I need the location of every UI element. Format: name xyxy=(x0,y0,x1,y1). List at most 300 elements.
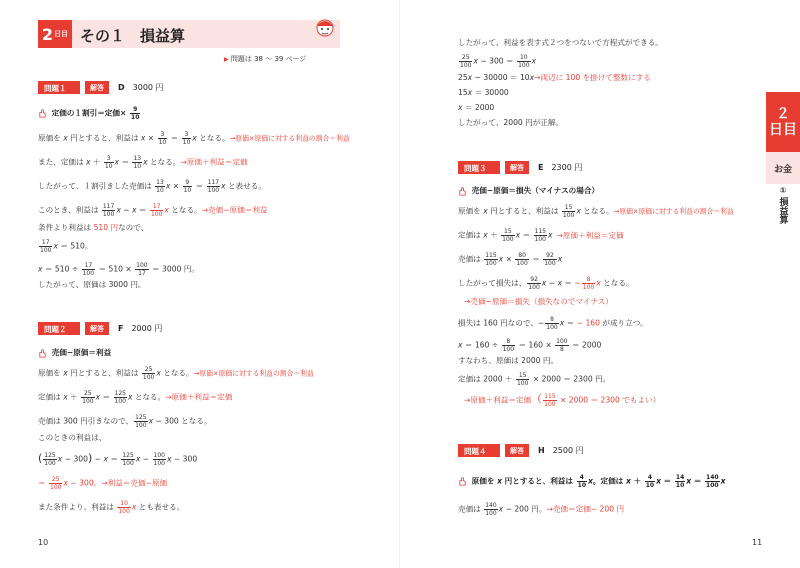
text: が成り立つ。 xyxy=(599,318,648,328)
numerator: 115 xyxy=(544,393,556,400)
reference-note xyxy=(224,54,306,64)
fraction xyxy=(502,338,515,353)
q3-line8: すなわち、原価は 2000 円。 xyxy=(458,356,559,365)
var: x xyxy=(148,416,154,426)
cont-line5 xyxy=(458,102,494,114)
text: × 2000 ＝ 2300 でもよい） xyxy=(557,395,661,405)
text: − 200 円。 xyxy=(503,504,547,514)
side-subsection[interactable] xyxy=(766,186,800,246)
fraction xyxy=(121,452,134,467)
text: 円とすると、利益は xyxy=(67,133,141,143)
text: 原価を xyxy=(458,206,484,216)
text: とも表せる。 xyxy=(136,502,185,512)
text: 15 xyxy=(458,88,468,97)
q1-line2 xyxy=(38,155,248,170)
q3-answer-value: 2300 円 xyxy=(551,162,583,172)
text: となる。 xyxy=(580,206,614,216)
var: x xyxy=(140,133,146,143)
text: となる。 xyxy=(147,157,181,167)
numerator: 3 xyxy=(104,155,114,163)
q3-line6 xyxy=(458,316,648,331)
text: ＋ xyxy=(630,476,644,486)
q2-answer-value: 2000 円 xyxy=(131,323,163,333)
text: − 300 xyxy=(62,454,88,464)
denominator: 100 xyxy=(118,508,130,515)
var: x xyxy=(531,56,537,66)
q3-answer-letter: E xyxy=(538,162,544,172)
numerator: 17 xyxy=(150,203,163,211)
text: また条件より、利益は xyxy=(38,502,117,512)
denominator: 100 xyxy=(582,284,595,291)
fraction xyxy=(534,228,547,243)
text: ＝ xyxy=(661,476,674,486)
fraction xyxy=(82,262,95,277)
q2-point-text: 売価−原価＝利益 xyxy=(51,348,112,357)
numerator: 13 xyxy=(156,179,164,186)
q1-point xyxy=(38,106,141,121)
text: − xyxy=(140,454,152,464)
q1-label: 問題１ xyxy=(38,81,80,94)
var: x xyxy=(164,205,169,215)
q2-line6 xyxy=(38,476,167,491)
text: 原価を xyxy=(38,368,64,378)
denominator: 100 xyxy=(518,62,530,69)
fraction xyxy=(150,203,163,218)
text: ＝ xyxy=(38,478,49,488)
var: x xyxy=(467,73,473,82)
q1-line3 xyxy=(38,179,266,194)
q1-point-text: 定価の１割引＝定価× xyxy=(51,108,127,118)
denominator: 10 xyxy=(104,163,113,170)
paren: ( xyxy=(38,451,43,465)
var: x xyxy=(473,56,478,66)
var: x xyxy=(63,368,68,378)
denominator: 10 xyxy=(675,482,685,489)
numerator: 25 xyxy=(459,54,472,62)
text: また、定価は xyxy=(38,157,86,167)
text: ＝ xyxy=(168,133,181,143)
var: x xyxy=(529,73,535,82)
text: ＝ xyxy=(119,157,132,167)
q3-header xyxy=(458,160,582,174)
var: x xyxy=(559,318,565,328)
numerator: 25 xyxy=(81,390,94,398)
numerator: 9 xyxy=(183,179,193,187)
fraction xyxy=(543,393,556,408)
cont-line4 xyxy=(458,87,509,99)
text: − xyxy=(546,278,558,288)
text: ＝ 510 ÷ xyxy=(42,264,81,274)
fraction xyxy=(117,500,130,515)
denominator: 100 xyxy=(502,346,515,353)
note-red: →原価＋利益＝定価 xyxy=(165,392,233,402)
q2-label: 問題２ xyxy=(38,322,80,335)
numerator: 115 xyxy=(485,252,497,259)
numerator: 3 xyxy=(182,131,192,139)
text: 売価は 300 円引きなので、 xyxy=(38,416,134,426)
denominator: 100 xyxy=(207,187,220,194)
text: ＝ 160 ÷ xyxy=(462,340,501,350)
q1-line8: したがって、原価は 3000 円。 xyxy=(38,280,146,289)
numerator: 125 xyxy=(122,452,134,459)
denominator: 100 xyxy=(460,62,472,69)
var: x xyxy=(103,454,108,464)
text: − xyxy=(92,454,104,464)
side-tab-number: ２ xyxy=(776,106,790,122)
q4-line1 xyxy=(458,502,624,517)
denominator: 100 xyxy=(528,284,540,291)
text: 円とすると、利益は xyxy=(487,206,561,216)
text: ＝ 510 × xyxy=(96,264,135,274)
note-red: →売価−原価＝利益 xyxy=(201,205,268,215)
text: ＝ xyxy=(529,254,543,264)
text: となる。 xyxy=(600,278,634,288)
q1-answer-value: 3000 円 xyxy=(132,82,164,92)
var: x xyxy=(576,206,581,216)
var: x xyxy=(515,230,521,240)
numerator: 117 xyxy=(102,203,115,210)
q3-line10 xyxy=(464,393,660,408)
text: − xyxy=(120,205,133,215)
text: となる。 xyxy=(196,133,230,143)
fraction xyxy=(501,228,514,243)
numerator: 15 xyxy=(562,204,575,212)
text: ＝ 3000 円。 xyxy=(149,264,199,274)
fraction xyxy=(582,276,595,291)
var: x xyxy=(85,157,91,167)
var: x xyxy=(557,278,562,288)
paren: ) xyxy=(87,451,93,465)
q2-line2 xyxy=(38,390,232,405)
note-red: →原価＋利益＝定価 xyxy=(464,395,532,405)
text: ＝ 510。 xyxy=(57,241,93,251)
numerator: 14 xyxy=(675,474,685,481)
fraction xyxy=(132,155,142,170)
denominator: 100 xyxy=(502,236,514,243)
q3-line9 xyxy=(458,372,610,387)
note-red: →利益＝売価−原価 xyxy=(101,478,168,488)
q2-point xyxy=(38,347,111,359)
q2-line5 xyxy=(38,452,197,467)
text: ＝ xyxy=(107,454,121,464)
q4-answer-label: 解答 xyxy=(505,444,529,457)
var: x xyxy=(156,368,161,378)
text: 円とすると、利益は xyxy=(502,476,576,486)
denominator: 100 xyxy=(516,380,529,387)
text: ＝ xyxy=(193,181,206,191)
denominator: 100 xyxy=(544,401,556,408)
numerator: 17 xyxy=(39,239,52,247)
denominator: 100 xyxy=(102,211,115,218)
denominator: 100 xyxy=(82,398,94,405)
q4-answer-value: 2500 円 xyxy=(552,445,584,455)
q1-line6 xyxy=(38,239,92,254)
numerator: 8 xyxy=(502,338,515,346)
numerator: 9 xyxy=(130,106,140,114)
var: x xyxy=(57,454,63,464)
text: − 300 ＝ xyxy=(477,56,517,66)
text: − 300。 xyxy=(67,478,102,488)
text: 定価は xyxy=(458,230,484,240)
text: − 300 となる。 xyxy=(153,416,212,426)
q4-header xyxy=(458,443,584,457)
text: 。定価は xyxy=(592,476,626,486)
q3-line3 xyxy=(458,252,562,267)
right-page xyxy=(400,0,800,568)
q3-line2 xyxy=(458,228,624,243)
day-badge xyxy=(38,20,72,48)
denominator: 8 xyxy=(559,346,564,353)
fraction xyxy=(516,372,529,387)
q1-line4 xyxy=(38,203,268,218)
q1-line5 xyxy=(38,222,148,234)
text: 定価は 2000 ＋ xyxy=(458,374,515,384)
q3-point xyxy=(458,185,599,197)
text: ＝ xyxy=(136,205,149,215)
text: ＝ xyxy=(520,230,533,240)
hand-pointer-icon xyxy=(458,477,467,486)
var: x xyxy=(95,392,101,402)
text: × xyxy=(145,133,157,143)
denominator: 100 xyxy=(546,324,558,331)
text: × xyxy=(503,254,515,264)
text: 原価を xyxy=(38,133,64,143)
text: − xyxy=(574,278,581,288)
numerator: 125 xyxy=(114,390,126,397)
denominator: 100 xyxy=(534,236,546,243)
text: なので、 xyxy=(118,223,149,232)
cont-line3 xyxy=(458,72,651,84)
var: x xyxy=(38,264,43,274)
numerator: 10 xyxy=(117,500,130,508)
q1-answer-letter: D xyxy=(118,82,125,92)
text: となる。 xyxy=(132,392,166,402)
fraction xyxy=(517,54,530,69)
text: ＋ xyxy=(90,157,103,167)
page-number-right: 11 xyxy=(752,538,763,547)
side-tab-day[interactable] xyxy=(766,92,800,152)
cont-line1: したがって、利益を表す式２つをつないで方程式ができる。 xyxy=(458,38,663,47)
text: ＝ xyxy=(564,318,577,328)
numerator: 125 xyxy=(44,452,56,459)
denominator: 10 xyxy=(158,139,167,146)
fraction xyxy=(577,474,587,489)
fraction xyxy=(459,54,472,69)
q1-line1 xyxy=(38,131,350,146)
denominator: 17 xyxy=(138,270,146,277)
numerator: 92 xyxy=(543,252,556,260)
q3-answer-label: 解答 xyxy=(505,161,529,174)
q2-line1 xyxy=(38,366,314,381)
text: ＝ xyxy=(100,392,113,402)
mascot-icon xyxy=(312,15,338,41)
fraction xyxy=(153,452,166,467)
var: x xyxy=(656,476,661,486)
fraction xyxy=(135,262,148,277)
denominator: 10 xyxy=(133,163,142,170)
fraction xyxy=(484,252,497,267)
q4-answer-letter: H xyxy=(538,445,545,455)
var: x xyxy=(192,133,197,143)
var: x xyxy=(720,476,726,486)
page-number-left: 10 xyxy=(38,538,49,547)
numerator: 15 xyxy=(516,372,529,380)
var: x xyxy=(686,476,692,486)
var: x xyxy=(483,230,488,240)
denominator: 10 xyxy=(645,482,655,489)
fraction xyxy=(49,476,62,491)
cont-line2 xyxy=(458,54,536,69)
cont-line6: したがって、2000 円が正解。 xyxy=(458,118,564,127)
var: x xyxy=(497,476,502,486)
text: 損失は 160 円なので、 xyxy=(458,318,538,328)
denominator: 10 xyxy=(577,482,586,489)
var: x xyxy=(165,181,171,191)
highlight-red: − 160 xyxy=(576,318,600,328)
var: x xyxy=(53,241,58,251)
denominator: 100 xyxy=(706,482,719,489)
fraction xyxy=(43,452,56,467)
q3-label: 問題３ xyxy=(458,161,500,174)
q2-line3 xyxy=(38,414,212,429)
fraction xyxy=(562,204,575,219)
var: x xyxy=(498,504,504,514)
numerator: 4 xyxy=(645,474,655,482)
q3-point-text: 売価−原価＝損失（マイナスの場合） xyxy=(471,186,600,195)
text: したがって、１割引きした売価は xyxy=(38,181,155,191)
denominator: 100 xyxy=(153,460,165,467)
fraction xyxy=(155,179,165,194)
var: x xyxy=(63,133,68,143)
denominator: 100 xyxy=(50,484,62,491)
fraction xyxy=(104,155,114,170)
side-sub-label: 損益算 xyxy=(777,197,788,224)
q2-answer-letter: F xyxy=(118,323,124,333)
q3-line1 xyxy=(458,204,734,219)
var: x xyxy=(483,206,488,216)
numerator: 100 xyxy=(136,262,148,269)
numerator: 140 xyxy=(706,474,719,481)
q2-answer-label: 解答 xyxy=(85,322,109,335)
denominator: 100 xyxy=(544,260,556,267)
denominator: 100 xyxy=(114,398,126,405)
denominator: 100 xyxy=(562,212,575,219)
text: ＋ xyxy=(487,230,501,240)
chapter-header xyxy=(38,20,340,48)
text: 売価は xyxy=(458,254,484,264)
text: 25 xyxy=(458,73,468,82)
hand-pointer-icon xyxy=(38,109,47,118)
var: x xyxy=(458,103,463,112)
numerator: 3 xyxy=(158,131,168,139)
numerator: 100 xyxy=(153,452,165,459)
denominator: 100 xyxy=(485,260,497,267)
numerator: 4 xyxy=(577,474,587,482)
denominator: 100 xyxy=(40,247,52,254)
var: x xyxy=(547,230,553,240)
fraction xyxy=(705,474,720,489)
var: x xyxy=(135,454,141,464)
var: x xyxy=(467,88,473,97)
numerator: 25 xyxy=(49,476,62,484)
var: x xyxy=(131,502,137,512)
q1-header xyxy=(38,80,164,94)
fraction xyxy=(158,131,168,146)
text: 円とすると、利益は xyxy=(67,368,141,378)
fraction xyxy=(102,203,115,218)
text: ＝ 2000 xyxy=(462,103,495,112)
fraction xyxy=(543,252,556,267)
denominator: 10 xyxy=(183,187,192,194)
text: ＝ xyxy=(691,476,705,486)
text: ＝ xyxy=(562,278,575,288)
q2-line7 xyxy=(38,500,184,515)
denominator: 10 xyxy=(182,139,191,146)
text: したがって損失は、 xyxy=(458,278,527,288)
fraction xyxy=(114,390,127,405)
var: x xyxy=(116,205,121,215)
side-tab-unit: 日目 xyxy=(769,122,797,138)
fraction xyxy=(182,131,192,146)
var: x xyxy=(596,278,601,288)
fraction xyxy=(545,316,558,331)
numerator: 140 xyxy=(485,502,497,509)
note-red: →原価＋利益＝定価 xyxy=(180,157,248,167)
var: x xyxy=(541,278,547,288)
denominator: 100 xyxy=(135,422,147,429)
fraction xyxy=(555,338,568,353)
q2-header xyxy=(38,321,162,335)
hand-pointer-icon xyxy=(38,349,47,358)
text: ＝ 2000 xyxy=(569,340,602,350)
note-red: →原価＋利益＝定価 xyxy=(556,230,624,240)
numerator: 8 xyxy=(545,316,558,324)
fraction xyxy=(645,474,655,489)
hand-pointer-icon xyxy=(458,187,467,196)
numerator: 92 xyxy=(527,276,540,284)
var: x xyxy=(557,254,563,264)
var: x xyxy=(498,254,504,264)
note-red: →原価×原価に対する利益の割合＝利益 xyxy=(613,207,734,216)
fraction xyxy=(207,179,220,194)
var: x xyxy=(63,478,68,488)
numerator: 10 xyxy=(517,54,530,62)
var: x xyxy=(132,205,137,215)
numerator: 125 xyxy=(135,414,147,421)
denominator: 100 xyxy=(122,460,134,467)
highlight-red: 510 円 xyxy=(93,223,119,232)
denominator: 100 xyxy=(150,211,163,218)
side-category[interactable] xyxy=(766,152,800,184)
var: x xyxy=(625,476,631,486)
numerator: 100 xyxy=(556,338,568,345)
fraction xyxy=(527,276,540,291)
text: となる。 xyxy=(168,205,202,215)
q1-line7 xyxy=(38,262,199,277)
paren: （ xyxy=(531,392,543,406)
q3-line7 xyxy=(458,338,601,353)
fraction xyxy=(134,414,147,429)
chapter-title: その１ 損益算 xyxy=(80,27,186,45)
var: x xyxy=(114,157,120,167)
var: x xyxy=(63,392,68,402)
text: − xyxy=(537,318,545,328)
var: x xyxy=(221,181,226,191)
q3-line4 xyxy=(458,276,634,291)
q3-line5: →売価−原価＝損失（損失なのでマイナス） xyxy=(464,297,613,306)
numerator: 115 xyxy=(534,228,546,235)
denominator: 100 xyxy=(82,270,95,277)
